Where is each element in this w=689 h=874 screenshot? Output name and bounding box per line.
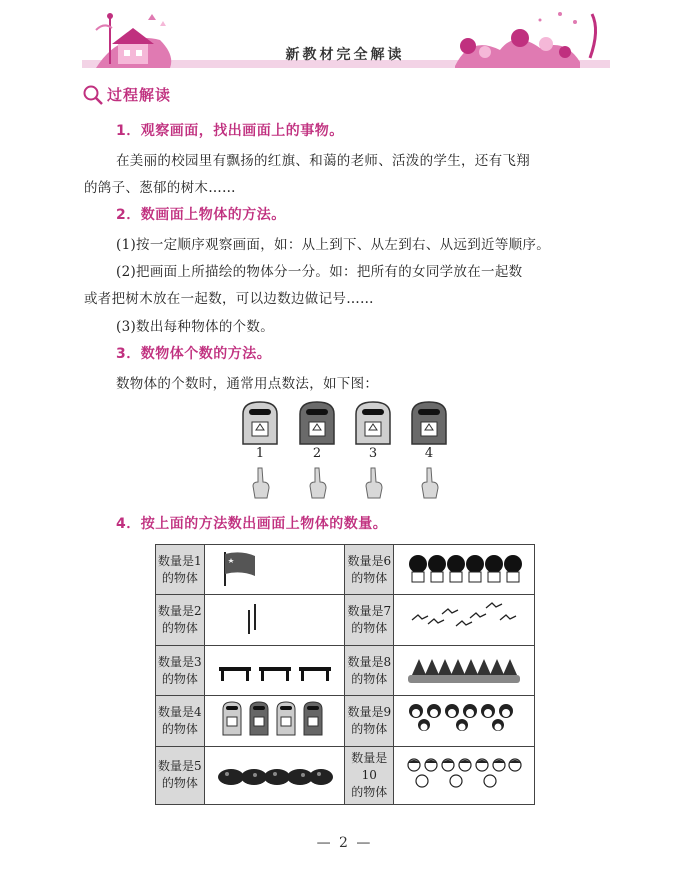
table-image-cell xyxy=(204,746,345,804)
table-label-cell: 数量是9 的物体 xyxy=(345,696,394,746)
table-label-cell: 数量是8 的物体 xyxy=(345,645,394,695)
step-2-heading: 2．数画面上物体的方法。 xyxy=(116,207,286,223)
table-image-cell xyxy=(204,696,345,746)
table-image-cell xyxy=(204,595,345,645)
table-label-cell: 数量是4 的物体 xyxy=(156,696,205,746)
table-label-cell: 数量是3 的物体 xyxy=(156,645,205,695)
section-title: 过程解读 xyxy=(107,86,172,104)
table-image-cell xyxy=(204,645,345,695)
table-row xyxy=(156,746,535,804)
count-number: 4 xyxy=(424,446,434,461)
table-row xyxy=(156,545,535,595)
paragraph-line: (1)按一定顺序观察画面，如：从上到下、从左到右、从远到近等顺序。 xyxy=(116,237,551,253)
pointing-finger-icon xyxy=(422,468,438,498)
page-number: — 2 — xyxy=(316,835,373,851)
table-label-cell: 数量是1 的物体 xyxy=(156,545,205,595)
flag-icon xyxy=(215,548,335,588)
trash-bin-icon xyxy=(243,402,277,444)
poles-icon xyxy=(215,598,335,638)
step-3-heading: 3．数物体个数的方法。 xyxy=(116,346,272,362)
table-row xyxy=(156,645,535,695)
trash-bins-icon xyxy=(215,699,335,739)
paragraph-line: 的鸽子、葱郁的树木…… xyxy=(84,180,236,196)
paragraph-line: (3)数出每种物体的个数。 xyxy=(116,319,275,335)
step-1-heading: 1．观察画面，找出画面上的事物。 xyxy=(116,123,344,139)
table-label-cell: 数量是2 的物体 xyxy=(156,595,205,645)
table-label-cell: 数量是10 的物体 xyxy=(345,746,394,804)
pointing-finger-icon xyxy=(366,468,382,498)
girls-icon xyxy=(404,699,524,739)
table-label-cell: 数量是5 的物体 xyxy=(156,746,205,804)
table-image-cell xyxy=(394,645,535,695)
header-title: 新教材完全解读 xyxy=(285,47,405,63)
table-image-cell xyxy=(394,595,535,645)
trees-icon xyxy=(404,649,524,689)
table-image-cell xyxy=(204,545,345,595)
flower-pots-icon xyxy=(404,548,524,588)
pigeons-icon xyxy=(404,598,524,638)
count-number: 1 xyxy=(255,446,265,461)
table-image-cell xyxy=(394,746,535,804)
table-row xyxy=(156,595,535,645)
table-label-cell: 数量是7 的物体 xyxy=(345,595,394,645)
table-image-cell xyxy=(394,696,535,746)
trash-bin-icon xyxy=(356,402,390,444)
benches-icon xyxy=(215,649,335,689)
pointing-finger-icon xyxy=(253,468,269,498)
trash-bin-icon xyxy=(300,402,334,444)
paragraph-line: 或者把树木放在一起数，可以边数边做记号…… xyxy=(84,291,374,307)
boys-icon xyxy=(404,753,524,793)
pointing-finger-icon xyxy=(310,468,326,498)
paragraph-line: 数物体的个数时，通常用点数法，如下图： xyxy=(116,376,379,392)
bushes-icon xyxy=(215,753,335,793)
step-4-heading: 4．按上面的方法数出画面上物体的数量。 xyxy=(116,516,388,532)
trash-bin-icon xyxy=(412,402,446,444)
count-table xyxy=(155,544,535,805)
count-number: 2 xyxy=(312,446,322,461)
table-row xyxy=(156,696,535,746)
header-decoration xyxy=(0,0,689,80)
house-icon xyxy=(96,13,171,68)
table-image-cell xyxy=(394,545,535,595)
paragraph-line: 在美丽的校园里有飘扬的红旗、和蔼的老师、活泼的学生，还有飞翔 xyxy=(116,153,530,169)
magnifier-icon xyxy=(82,84,104,106)
count-number: 3 xyxy=(368,446,378,461)
paragraph-line: (2)把画面上所描绘的物体分一分。如：把所有的女同学放在一起数 xyxy=(116,264,523,280)
table-label-cell: 数量是6 的物体 xyxy=(345,545,394,595)
